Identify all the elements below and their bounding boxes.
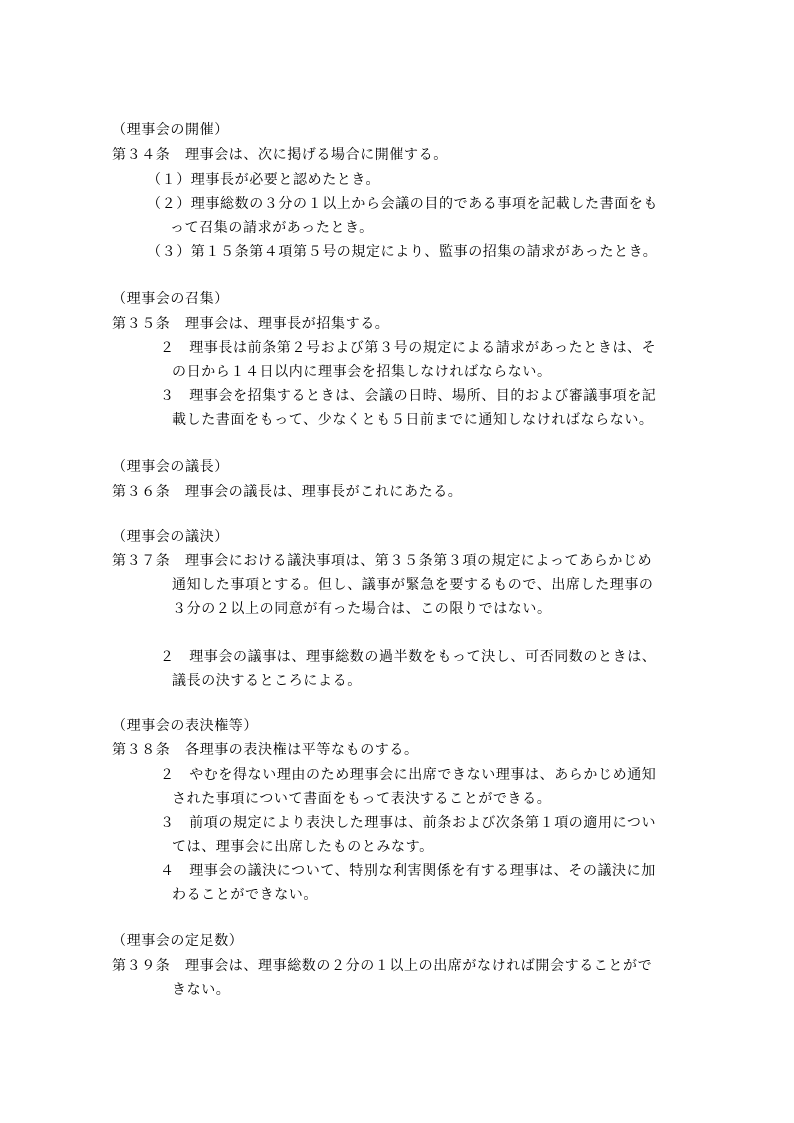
paragraph-continuation: わることができない。 [172, 887, 318, 903]
paragraph: ３ 理事会を招集するときは、会議の日時、場所、目的および審議事項を記 [160, 388, 657, 404]
paragraph: ２ やむを得ない理由のため理事会に出席できない理事は、あらかじめ通知 [160, 767, 657, 783]
article-continuation: 通知した事項とする。但し、議事が緊急を要するもので、出席した理事の [172, 577, 654, 593]
article-text: 第３９条 理事会は、理事総数の２分の１以上の出席がなければ開会することがで [112, 958, 653, 974]
paragraph-continuation: 載した書面をもって、少なくとも５日前までに通知しなければならない。 [172, 412, 654, 428]
article-text: 第３８条 各理事の表決権は平等なものする。 [112, 742, 419, 758]
paragraph-continuation: ては、理事会に出席したものとみなす。 [172, 839, 434, 855]
article-text: 第３４条 理事会は、次に掲げる場合に開催する。 [112, 147, 448, 163]
section-heading: （理事会の議決） [112, 529, 229, 545]
list-item-continuation: って召集の請求があったとき。 [170, 220, 374, 236]
list-item: （３）第１５条第４項第５号の規定により、監事の招集の請求があったとき。 [147, 244, 658, 260]
section-heading: （理事会の表決権等） [112, 718, 258, 734]
paragraph: ２ 理事会の議事は、理事総数の過半数をもって決し、可否同数のときは、 [160, 649, 657, 665]
section-heading: （理事会の開催） [112, 122, 229, 138]
article-text: 第３５条 理事会は、理事長が招集する。 [112, 316, 390, 332]
article-text: 第３７条 理事会における議決事項は、第３５条第３項の規定によってあらかじめ [112, 553, 653, 569]
paragraph-continuation: の日から１４日以内に理事会を招集しなければならない。 [172, 364, 552, 380]
paragraph: ２ 理事長は前条第２号および第３号の規定による請求があったときは、そ [160, 340, 657, 356]
list-item: （１）理事長が必要と認めたとき。 [147, 172, 381, 188]
paragraph-continuation: された事項について書面をもって表決することができる。 [172, 791, 552, 807]
paragraph-continuation: 議長の決するところによる。 [172, 673, 362, 689]
article-continuation: きない。 [172, 982, 231, 998]
article-text: 第３６条 理事会の議長は、理事長がこれにあたる。 [112, 484, 463, 500]
section-heading: （理事会の議長） [112, 459, 229, 475]
section-heading: （理事会の召集） [112, 291, 229, 307]
article-continuation: ３分の２以上の同意が有った場合は、この限りではない。 [172, 601, 552, 617]
list-item: （２）理事総数の３分の１以上から会議の目的である事項を記載した書面をも [147, 196, 658, 212]
section-heading: （理事会の定足数） [112, 933, 244, 949]
paragraph: ４ 理事会の議決について、特別な利害関係を有する理事は、その議決に加 [160, 863, 656, 879]
paragraph: ３ 前項の規定により表決した理事は、前条および次条第１項の適用につい [160, 815, 657, 831]
